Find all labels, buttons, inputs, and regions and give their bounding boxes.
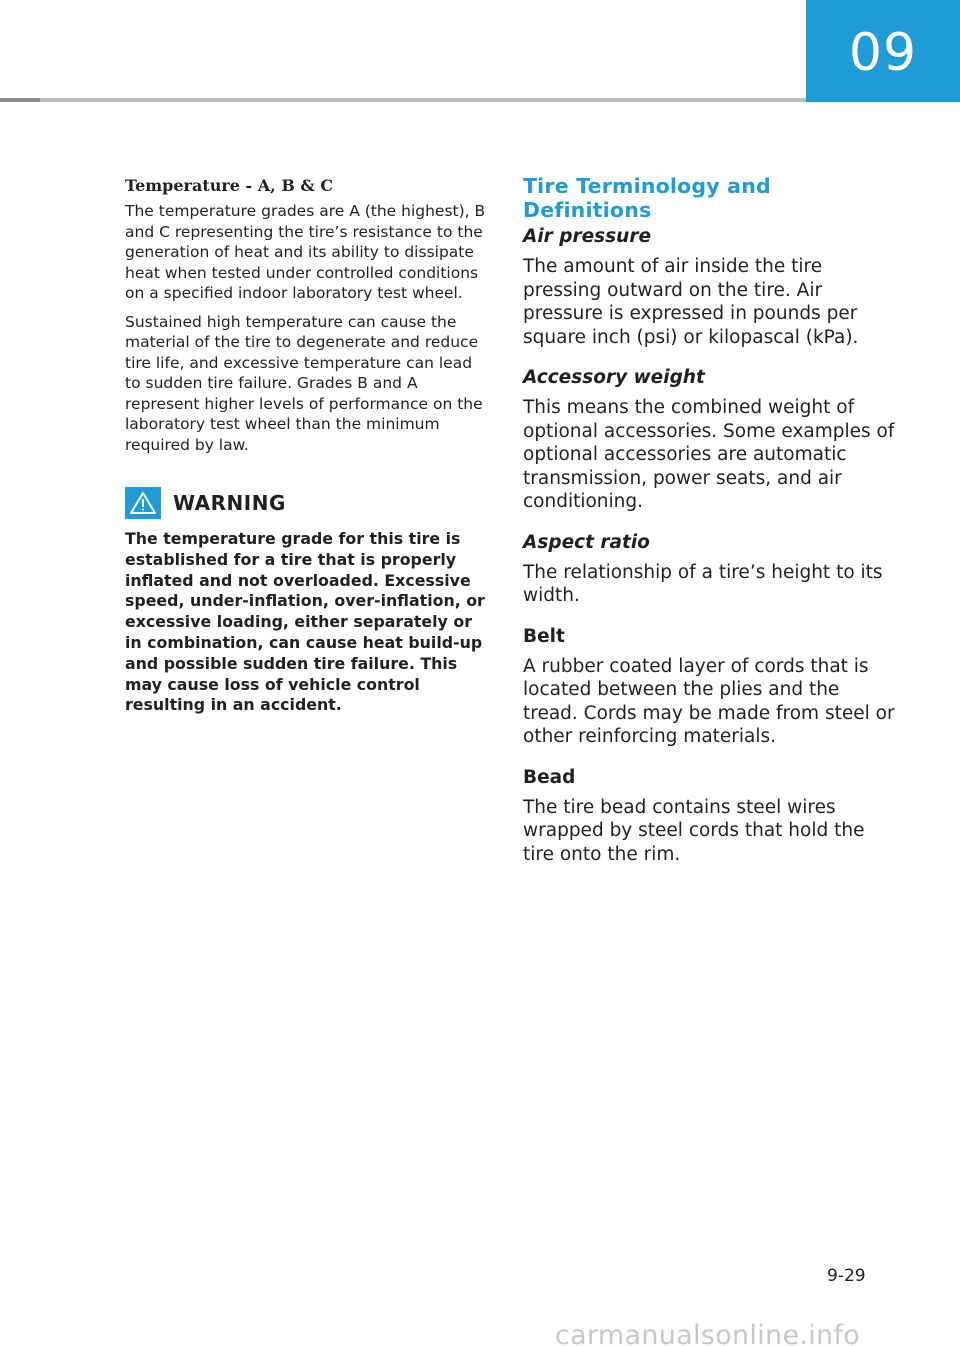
definition-belt: A rubber coated layer of cords that is located between the plies and the tread. Cords may be made from steel or other reinforcing materials. — [523, 655, 895, 747]
temperature-paragraph-2: Sustained high temperature can cause the material of the tire to degenerate and reduce tire life, and excessive temperature can lead to sudden tire failure. Grades B and A represent higher levels of performance on the laboratory test wheel than the minimum required by law. — [125, 312, 483, 454]
chapter-number: 09 — [848, 23, 918, 83]
left-column — [125, 172, 489, 716]
header-rule — [0, 98, 806, 102]
term-air-pressure: Air pressure — [523, 226, 652, 247]
definition-accessory-weight: This means the combined weight of optional accessories. Some examples of optional accessories are automatic transmission, power seats, and air conditioning. — [523, 397, 895, 512]
definition-bead: The tire bead contains steel wires wrapped by steel cords that hold the tire onto the rim. — [523, 796, 865, 865]
temperature-heading: Temperature - A, B & C — [125, 176, 334, 195]
header-rule-accent — [0, 98, 40, 102]
definition-air-pressure: The amount of air inside the tire pressing outward on the tire. Air pressure is expressed in pounds per square inch (psi) or kilopascal (kPa). — [523, 256, 859, 348]
term-accessory-weight: Accessory weight — [523, 367, 705, 388]
right-column — [523, 172, 895, 884]
warning-title: WARNING — [173, 491, 286, 515]
warning-header — [125, 487, 489, 519]
section-title: Tire Terminology and Definitions — [523, 174, 771, 222]
term-bead: Bead — [523, 766, 576, 788]
warning-text: The temperature grade for this tire is established for a tire that is properly inflated and not overloaded. Excessive speed, under-inflation, over-inflation, or excessive loading, either separately or in combination, can cause heat build-up and possible sudden tire failure. This may cause loss of vehicle control resulting in an accident. — [125, 529, 485, 715]
term-belt: Belt — [523, 625, 565, 647]
watermark: carmanualsonline.info — [555, 1320, 861, 1346]
definition-aspect-ratio: The relationship of a tire’s height to its width. — [523, 561, 883, 606]
chapter-tab — [806, 0, 960, 102]
term-aspect-ratio: Aspect ratio — [523, 531, 650, 553]
warning-triangle-icon — [125, 487, 161, 519]
page-number: 9-29 — [827, 1266, 866, 1286]
temperature-paragraph-1: The temperature grades are A (the highest), B and C representing the tire’s resistance to the generation of heat and its ability to dissipate heat when tested under controlled conditions on a specified indoor laboratory test wheel. — [125, 202, 486, 302]
